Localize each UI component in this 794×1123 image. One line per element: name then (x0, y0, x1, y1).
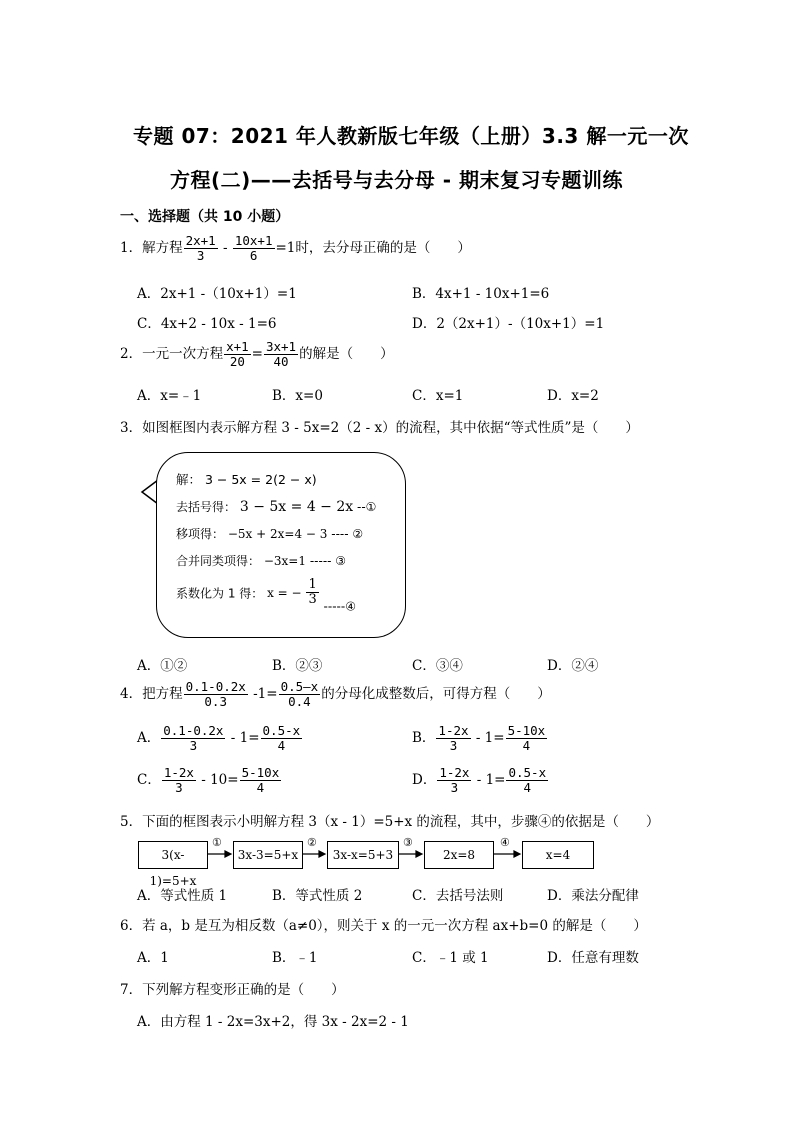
flow-box-1: 3(x-1)=5+x (138, 841, 208, 869)
q4-option-a[interactable]: A． $\frac{0.1-0.2x}{3}$ - 1= $\frac{0.5-x}{4}$ (137, 723, 301, 753)
question-2: 2．一元一次方程 $\frac{x+1}{20}$ = $\frac{3x+1}{40}$ 的解是（ ） (120, 339, 394, 369)
q4-fraction-1: $\frac{0.1-0.2x}{0.3}$ (185, 679, 246, 709)
q1-option-c[interactable]: C．4x+2 - 10x - 1=6 (137, 316, 277, 332)
q1-fraction-1: $\frac{2x+1}{3}$ (185, 233, 216, 263)
q3-option-b[interactable]: B．②③ (272, 658, 323, 674)
bubble-line-3: 合并同类项得： −3x=1 ----- ③ (176, 554, 347, 568)
flow-box-5: x=4 (522, 841, 594, 869)
q6-option-b[interactable]: B．﹣1 (272, 950, 318, 966)
q2-fraction-1: $\frac{x+1}{20}$ (226, 339, 249, 369)
q4-option-c[interactable]: C． $\frac{1-2x}{3}$ - 10= $\frac{5-10x}{4}$ (137, 765, 280, 795)
q6-option-c[interactable]: C．﹣1 或 1 (412, 950, 489, 966)
q6-option-d[interactable]: D．任意有理数 (547, 950, 639, 966)
q4-fraction-2: $\frac{0.5—x}{0.4}$ (280, 679, 319, 709)
q1-option-a[interactable]: A．2x+1 -（10x+1）=1 (137, 286, 297, 302)
q2-option-c[interactable]: C．x=1 (412, 388, 464, 404)
q1-prefix: 1．解方程 (120, 239, 183, 256)
q3-option-d[interactable]: D．②④ (547, 658, 599, 674)
q5-option-c[interactable]: C．去括号法则 (412, 888, 504, 904)
bubble-line-2: 移项得： −5x + 2x=4 − 3 ---- ② (176, 527, 364, 541)
flow-step-3: ③ (403, 836, 413, 849)
flow-step-4: ④ (500, 836, 510, 849)
q4-option-d[interactable]: D． $\frac{1-2x}{3}$ - 1= $\frac{0.5-x}{4}$ (412, 765, 547, 795)
page-title-line2: 方程(二)——去括号与去分母 - 期末复习专题训练 (170, 168, 624, 192)
flow-step-2: ② (307, 836, 317, 849)
q2-option-b[interactable]: B．x=0 (272, 388, 323, 404)
q2-option-d[interactable]: D．x=2 (547, 388, 599, 404)
section-heading: 一、选择题（共 10 小题） (120, 209, 290, 225)
q5-option-b[interactable]: B．等式性质 2 (272, 888, 363, 904)
q7-option-a[interactable]: A．由方程 1 - 2x=3x+2，得 3x - 2x=2 - 1 (137, 1014, 409, 1030)
flow-arrow-icons (0, 836, 794, 876)
bubble-line-4: 系数化为 1 得： x = − $\frac{1}{3}$ -----④ (176, 577, 356, 614)
flow-box-4: 2x=8 (424, 841, 494, 869)
q2-option-a[interactable]: A．x=﹣1 (137, 388, 202, 404)
flow-step-1: ① (212, 836, 222, 849)
question-5: 5．下面的框图表示小明解方程 3（x - 1）=5+x 的流程，其中，步骤④的依据是（ ） (120, 814, 660, 830)
question-6: 6．若 a，b 是互为相反数（a≠0），则关于 x 的一元一次方程 ax+b=0 的解是（ ） (120, 918, 647, 934)
bubble-line-0: 解： 3 − 5x = 2(2 − x) (176, 472, 317, 487)
q1-option-d[interactable]: D．2（2x+1）-（10x+1）=1 (412, 316, 605, 332)
q5-option-a[interactable]: A．等式性质 1 (137, 888, 228, 904)
q2-fraction-2: $\frac{3x+1}{40}$ (265, 339, 297, 369)
q3-option-c[interactable]: C．③④ (412, 658, 463, 674)
question-1: 1．解方程 $\frac{2x+1}{3}$ - $\frac{10x+1}{6}$ =1时，去分母正确的是（ ） (120, 233, 471, 263)
q4-option-b[interactable]: B． $\frac{1-2x}{3}$ - 1= $\frac{5-10x}{4}$ (412, 723, 546, 753)
page-title-line1: 专题 07：2021 年人教新版七年级（上册）3.3 解一元一次 (133, 124, 689, 148)
bubble-line-1: 去括号得： 3 − 5x = 4 − 2x --① (176, 499, 377, 515)
q1-fraction-2: $\frac{10x+1}{6}$ (234, 233, 273, 263)
flow-box-2: 3x-3=5+x (233, 841, 303, 869)
flow-box-3: 3x-x=5+3 (327, 841, 399, 869)
q1-option-b[interactable]: B．4x+1 - 10x+1=6 (412, 286, 550, 302)
q3-option-a[interactable]: A．①② (137, 658, 188, 674)
question-7: 7．下列解方程变形正确的是（ ） (120, 982, 345, 998)
q5-option-d[interactable]: D．乘法分配律 (547, 888, 639, 904)
question-4: 4．把方程 $\frac{0.1-0.2x}{0.3}$ -1= $\frac{0.5—x}{0.4}$ 的分母化成整数后，可得方程（ ） (120, 679, 551, 709)
question-3: 3．如图框图内表示解方程 3 - 5x=2（2 - x）的流程，其中依据“等式性质”是（ ） (120, 420, 639, 436)
q6-option-a[interactable]: A．1 (137, 950, 169, 966)
